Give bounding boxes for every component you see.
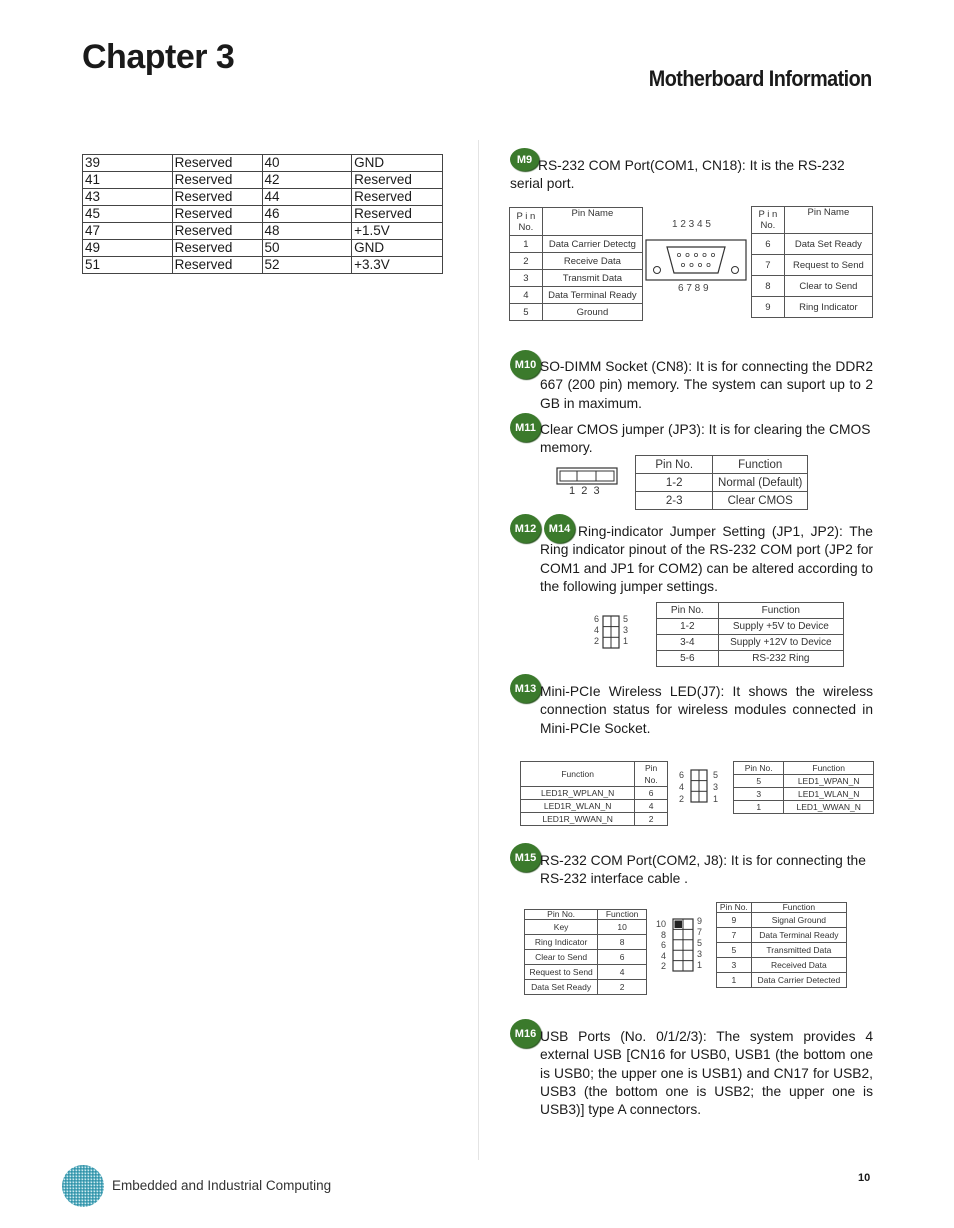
col-header: Function <box>713 456 808 474</box>
j8-left-pins <box>655 919 666 972</box>
table-cell: 9 <box>752 297 785 318</box>
table-cell: Reserved <box>352 172 443 189</box>
m13-right-table <box>733 761 874 814</box>
table-row <box>525 950 647 965</box>
pin-label: 3 <box>713 782 719 792</box>
table-row <box>657 651 844 667</box>
table-row <box>83 172 443 189</box>
table-row <box>510 270 643 287</box>
m11-description: Clear CMOS jumper (JP3): It is for clearing the CMOS memory. <box>540 422 871 456</box>
table-cell: 5 <box>734 775 784 788</box>
m12-table <box>656 602 844 667</box>
table-cell: 5 <box>510 304 543 321</box>
table-cell: 1 <box>717 973 752 988</box>
m13-left-table <box>520 761 668 826</box>
table-cell: +3.3V <box>352 257 443 274</box>
table-cell: LED1R_WLAN_N <box>521 800 635 813</box>
col-header: P i n No. <box>752 207 785 234</box>
m12-description: Ring-indicator Jumper Setting (JP1, JP2): The Ring indicator pinout of the RS-232 COM port (JP2 for COM1 and JP1 for COM2) can be altered according to the following jumper settings. <box>540 524 873 594</box>
table-row <box>657 619 844 635</box>
table-cell: 2 <box>510 253 543 270</box>
m13-description: Mini-PCIe Wireless LED(J7): It shows the wireless connection status for wireless modules connected in Mini-PCIe Socket. <box>540 684 873 736</box>
table-cell: Reserved <box>172 257 262 274</box>
table-row <box>734 788 874 801</box>
table-cell: 7 <box>717 928 752 943</box>
badge-m11: M11 <box>510 413 541 442</box>
table-cell: Reserved <box>172 206 262 223</box>
table-cell: Key <box>525 920 598 935</box>
j8-right-pins <box>697 916 702 971</box>
pin-label: 7 <box>697 927 703 937</box>
page-number: 10 <box>858 1172 871 1184</box>
table-cell: Request to Send <box>525 965 598 980</box>
table-cell: LED1_WPAN_N <box>784 775 874 788</box>
pin-label: 2 <box>660 961 666 971</box>
table-row <box>83 240 443 257</box>
table-cell: 4 <box>510 287 543 304</box>
table-row <box>636 492 808 510</box>
table-cell: Received Data <box>751 958 846 973</box>
col-header: Function <box>598 910 647 920</box>
pin-label: 3 <box>623 625 629 635</box>
col-header: Pin No. <box>525 910 598 920</box>
jumper-6pin-icon <box>602 615 620 649</box>
table-cell: Reserved <box>172 189 262 206</box>
table-cell: 48 <box>262 223 352 240</box>
table-row <box>752 255 873 276</box>
table-cell: Data Set Ready <box>525 980 598 995</box>
table-cell: Transmitted Data <box>751 943 846 958</box>
table-row <box>525 935 647 950</box>
table-row <box>752 234 873 255</box>
table-cell: Data Terminal Ready <box>751 928 846 943</box>
m15-description: RS-232 COM Port(COM2, J8): It is for connecting the RS-232 interface cable . <box>540 853 866 887</box>
table-cell: Ground <box>542 304 642 321</box>
table-row <box>83 155 443 172</box>
table-cell: Data Terminal Ready <box>542 287 642 304</box>
table-row <box>510 236 643 253</box>
table-cell: 46 <box>262 206 352 223</box>
table-cell: Data Carrier Detected <box>751 973 846 988</box>
table-cell: 1 <box>510 236 543 253</box>
pin-label: 4 <box>679 782 685 792</box>
pin-label: 1 <box>697 960 703 970</box>
j7-left-pins <box>679 769 684 805</box>
table-cell: 1-2 <box>636 474 713 492</box>
pin-label: 5 <box>697 938 703 948</box>
col-header: Function <box>718 603 843 619</box>
footer-company: Embedded and Industrial Computing <box>112 1178 332 1193</box>
table-row <box>521 813 668 826</box>
table-cell: 44 <box>262 189 352 206</box>
m9-left-table <box>509 207 643 321</box>
table-cell: Normal (Default) <box>713 474 808 492</box>
table-row <box>521 787 668 800</box>
pin-label: 10 <box>655 919 666 929</box>
table-cell: Supply +12V to Device <box>718 635 843 651</box>
pin-label: 8 <box>660 929 666 940</box>
table-cell: 4 <box>635 800 668 813</box>
table-row <box>83 206 443 223</box>
m16-description: USB Ports (No. 0/1/2/3): The system provides 4 external USB [CN16 for USB0, USB1 (the bottom one is USB0; the upper one is USB1) and CN17 for USB2, USB3 (the bottom one is USB2; the upper one is USB3)] type A connectors. <box>540 1029 873 1118</box>
j7-right-pins <box>713 769 718 805</box>
table-cell: LED1_WLAN_N <box>784 788 874 801</box>
table-cell: 6 <box>752 234 785 255</box>
table-cell: 4 <box>598 965 647 980</box>
table-cell: Transmit Data <box>542 270 642 287</box>
table-cell: 9 <box>717 913 752 928</box>
table-cell: 39 <box>83 155 173 172</box>
table-cell: 3-4 <box>657 635 719 651</box>
m11-table <box>635 455 808 510</box>
table-cell: GND <box>352 240 443 257</box>
table-cell: 5-6 <box>657 651 719 667</box>
table-cell: 1-2 <box>657 619 719 635</box>
pin-label: 5 <box>623 614 629 624</box>
table-cell: Supply +5V to Device <box>718 619 843 635</box>
pin-label: 1 <box>623 636 629 646</box>
table-cell: 10 <box>598 920 647 935</box>
table-cell: LED1R_WPLAN_N <box>521 787 635 800</box>
table-cell: Signal Ground <box>751 913 846 928</box>
badge-m10: M10 <box>510 350 541 379</box>
table-cell: Data Set Ready <box>784 234 872 255</box>
jumper-pin-labels: 1 2 3 <box>569 485 600 497</box>
table-row <box>717 958 847 973</box>
m10-description: SO-DIMM Socket (CN8): It is for connecting the DDR2 667 (200 pin) memory. The system can suport up to 2 GB in maximum. <box>540 359 873 411</box>
table-cell: 6 <box>598 950 647 965</box>
column-divider <box>478 140 479 1160</box>
table-cell: LED1_WWAN_N <box>784 801 874 814</box>
table-cell: 41 <box>83 172 173 189</box>
db9-top-pins: 1 2 3 4 5 <box>672 219 711 230</box>
jumper-j8-icon <box>672 918 694 972</box>
table-row <box>734 775 874 788</box>
db9-connector-icon <box>645 239 747 281</box>
table-cell: LED1R_WWAN_N <box>521 813 635 826</box>
table-cell: 2-3 <box>636 492 713 510</box>
badge-m12: M12 <box>510 514 541 543</box>
table-cell: Ring Indicator <box>525 935 598 950</box>
table-cell: Reserved <box>352 206 443 223</box>
table-cell: 8 <box>752 276 785 297</box>
pin-label: 1 <box>713 794 719 804</box>
col-header: Pin Name <box>542 208 642 236</box>
table-cell: 1 <box>734 801 784 814</box>
pin-label: 9 <box>697 916 703 926</box>
table-row <box>717 913 847 928</box>
db9-bottom-pins: 6 7 8 9 <box>678 283 709 294</box>
table-row <box>525 965 647 980</box>
company-logo <box>60 1163 106 1209</box>
table-cell: 2 <box>598 980 647 995</box>
table-row <box>525 920 647 935</box>
table-cell: Ring Indicator <box>784 297 872 318</box>
col-header: P i n No. <box>510 208 543 236</box>
pin-label: 6 <box>593 614 599 624</box>
table-cell: Clear to Send <box>525 950 598 965</box>
table-cell: Reserved <box>172 240 262 257</box>
table-row <box>525 980 647 995</box>
pin-label: 4 <box>660 950 666 961</box>
badge-m13: M13 <box>510 674 541 703</box>
col-header: Pin No. <box>734 762 784 775</box>
m9-description: RS-232 COM Port(COM1, CN18): It is the RS-232 serial port. <box>510 158 845 192</box>
pin-label: 6 <box>679 770 685 780</box>
pin-label: 2 <box>593 636 599 646</box>
m15-left-table <box>524 909 647 995</box>
table-cell: 3 <box>734 788 784 801</box>
table-cell: 8 <box>598 935 647 950</box>
table-row <box>83 223 443 240</box>
table-row <box>83 189 443 206</box>
badge-m15: M15 <box>510 843 541 872</box>
table-cell: 45 <box>83 206 173 223</box>
table-row <box>734 801 874 814</box>
table-cell: 40 <box>262 155 352 172</box>
col-header: Pin No. <box>657 603 719 619</box>
jumper-j7-icon <box>690 769 708 803</box>
table-row <box>510 287 643 304</box>
m15-right-table <box>716 902 847 988</box>
jumper-3pin-icon <box>556 467 618 485</box>
col-header: Pin Name <box>784 207 872 234</box>
table-row <box>717 943 847 958</box>
table-row <box>752 276 873 297</box>
table-cell: Reserved <box>172 155 262 172</box>
table-cell: 52 <box>262 257 352 274</box>
badge-m9: M9 <box>510 148 539 171</box>
pin-label: 3 <box>697 949 703 959</box>
jp-right-pins <box>623 614 628 647</box>
table-cell: 50 <box>262 240 352 257</box>
pin-table <box>82 154 443 274</box>
table-cell: 3 <box>510 270 543 287</box>
col-header: Function <box>784 762 874 775</box>
table-row <box>636 474 808 492</box>
table-cell: 47 <box>83 223 173 240</box>
table-cell: Reserved <box>172 172 262 189</box>
table-cell: 2 <box>635 813 668 826</box>
table-row <box>752 297 873 318</box>
table-row <box>717 973 847 988</box>
table-cell: 42 <box>262 172 352 189</box>
table-cell: 6 <box>635 787 668 800</box>
table-row <box>83 257 443 274</box>
table-cell: GND <box>352 155 443 172</box>
m9-right-table <box>751 206 873 318</box>
chapter-title: Chapter 3 <box>82 38 235 76</box>
section-title: Motherboard Information <box>649 66 872 91</box>
table-cell: Clear to Send <box>784 276 872 297</box>
col-header: Function <box>751 903 846 913</box>
table-cell: 51 <box>83 257 173 274</box>
pin-label: 5 <box>713 770 719 780</box>
table-cell: Receive Data <box>542 253 642 270</box>
table-cell: RS-232 Ring <box>718 651 843 667</box>
pin-label: 4 <box>593 625 599 635</box>
table-row <box>717 928 847 943</box>
table-cell: 5 <box>717 943 752 958</box>
pin-label: 2 <box>679 794 685 804</box>
table-cell: Data Carrier Detectg <box>542 236 642 253</box>
table-cell: 49 <box>83 240 173 257</box>
table-row <box>510 253 643 270</box>
col-header: Pin No. <box>635 762 668 787</box>
col-header: Function <box>521 762 635 787</box>
pin-label: 6 <box>660 940 666 950</box>
table-cell: Clear CMOS <box>713 492 808 510</box>
table-cell: 7 <box>752 255 785 276</box>
table-cell: Request to Send <box>784 255 872 276</box>
table-cell: 3 <box>717 958 752 973</box>
table-cell: Reserved <box>352 189 443 206</box>
table-cell: +1.5V <box>352 223 443 240</box>
table-row <box>521 800 668 813</box>
badge-m16: M16 <box>510 1019 541 1048</box>
col-header: Pin No. <box>636 456 713 474</box>
jp-left-pins <box>591 614 599 647</box>
table-cell: 43 <box>83 189 173 206</box>
col-header: Pin No. <box>717 903 752 913</box>
badge-m14: M14 <box>544 514 575 543</box>
table-row <box>510 304 643 321</box>
table-cell: Reserved <box>172 223 262 240</box>
table-row <box>657 635 844 651</box>
